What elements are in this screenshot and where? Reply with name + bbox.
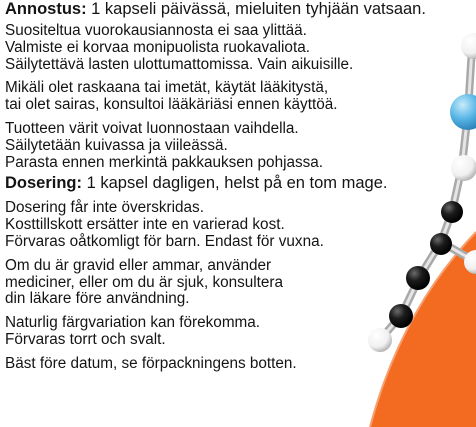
sv-line: din läkare före användning.: [5, 290, 190, 308]
sv-line: Kosttillskott ersätter inte en varierad kost.: [5, 216, 285, 234]
fi-line: tai olet sairas, konsultoi lääkäriäsi ennen käyttöä.: [5, 96, 338, 114]
fi-paragraph-3: [5, 121, 465, 171]
sv-line: Naturlig färgvariation kan förekomma.: [5, 314, 261, 332]
sv-line: Förvaras oåtkomligt för barn. Endast för vuxna.: [5, 232, 324, 250]
fi-line: Tuotteen värit voivat luonnostaan vaihdella.: [5, 119, 299, 137]
fi-line: Mikäli olet raskaana tai imetät, käytät lääkitystä,: [5, 79, 329, 97]
fi-dosage-text: 1 kapseli päivässä, mieluiten tyhjään vatsaan.: [86, 0, 426, 18]
fi-line: Suositeltua vuorokausiannosta ei saa ylittää.: [5, 22, 307, 39]
sv-paragraph-4: [5, 356, 465, 373]
sv-line: Om du är gravid eller ammar, använder: [5, 256, 272, 274]
fi-line: Säilytetään kuivassa ja viileässä.: [5, 136, 228, 154]
fi-paragraph-1: [5, 23, 465, 73]
sv-line: Bäst före datum, se förpackningens botten.: [5, 354, 297, 372]
sv-line: Dosering får inte överskridas.: [5, 199, 204, 217]
fi-dosage-line: [5, 0, 465, 19]
fi-dosage-label: Annostus:: [5, 0, 87, 18]
sv-paragraph-1: [5, 200, 465, 250]
sv-line: mediciner, eller om du är sjuk, konsultera: [5, 273, 284, 291]
sv-dosage-text: 1 kapsel dagligen, helst på en tom mage.: [82, 174, 388, 193]
sv-paragraph-3: [5, 315, 465, 349]
fi-line: Säilytettävä lasten ulottumattomissa. Vain aikuisille.: [5, 55, 354, 73]
sv-dosage-label: Dosering:: [5, 174, 83, 193]
label-text: [5, 0, 465, 373]
fi-line: Parasta ennen merkintä pakkauksen pohjassa.: [5, 153, 324, 171]
sv-dosage-line: [5, 174, 465, 193]
fi-line: Valmiste ei korvaa monipuolista ruokavaliota.: [5, 38, 310, 56]
sv-paragraph-2: [5, 258, 465, 308]
fi-paragraph-2: [5, 80, 465, 114]
sv-line: Förvaras torrt och svalt.: [5, 330, 166, 348]
